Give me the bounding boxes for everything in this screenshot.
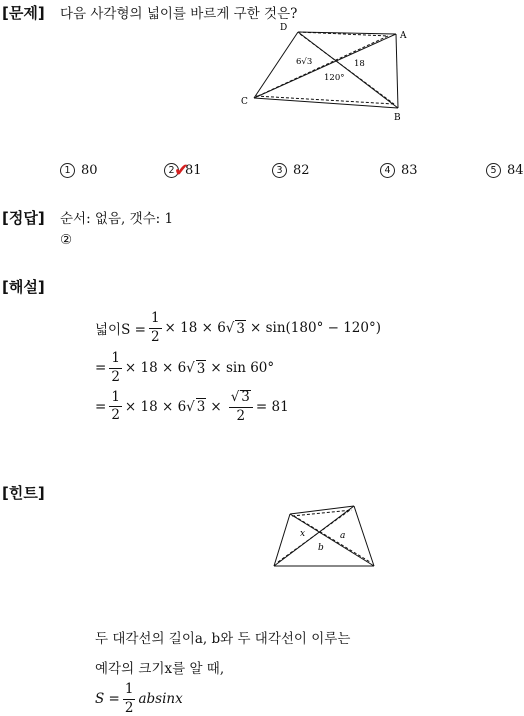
- line1-suffix: × sin(180° − 120°): [250, 320, 382, 336]
- option-number-1: 1: [60, 163, 75, 178]
- problem-question: 다음 사각형의 넓이를 바르게 구한 것은?: [60, 6, 298, 22]
- radical-icon: √: [225, 320, 235, 336]
- line2-suffix: × sin 60°: [210, 360, 275, 376]
- formula-prefix: S =: [95, 691, 120, 707]
- option-4[interactable]: [380, 163, 418, 178]
- sqrt-3: 3: [196, 360, 206, 377]
- explanation-label: [해설]: [2, 278, 45, 296]
- option-value-5: 84: [507, 163, 524, 178]
- vertex-d: D: [280, 23, 288, 33]
- hint-line-1: 두 대각선의 길이a, b와 두 대각선이 이루는: [95, 631, 351, 647]
- hint-formula: [95, 683, 183, 715]
- fraction-half: $\frac{1}{2}$: [111, 388, 120, 423]
- line2-times: × 18 × 6: [124, 360, 187, 376]
- hint-line-2: 예각의 크기x를 알 때,: [95, 661, 225, 677]
- sqrt-3: 3: [236, 320, 245, 337]
- fraction-half: $\frac{1}{2}$: [150, 310, 160, 345]
- option-number-2: 2: [164, 163, 179, 178]
- option-value-4: 83: [401, 163, 418, 178]
- hint-diagonal-a: a: [340, 531, 346, 541]
- radical-icon: √: [186, 398, 195, 415]
- option-number-3: 3: [272, 163, 287, 178]
- option-number-4: 4: [380, 163, 395, 178]
- angle-120: 120°: [324, 73, 345, 83]
- hint-quadrilateral-figure: [270, 502, 380, 572]
- answer-order-count: 순서: 없음, 갯수: 1: [60, 211, 174, 227]
- answer-value: ②: [60, 232, 73, 248]
- option-3[interactable]: [272, 163, 310, 178]
- fraction-root3-over-2: $\frac{√ 3}{2}$: [229, 390, 253, 423]
- hint-diagonal-b: b: [318, 543, 324, 553]
- hint-label: [힌트]: [2, 484, 45, 502]
- answer-label: [정답]: [2, 209, 45, 227]
- explanation-line-3: [95, 390, 289, 423]
- line3-prefix: =: [95, 398, 107, 415]
- length-18: 18: [354, 59, 365, 69]
- fraction-half: $\frac{1}{2}$: [111, 350, 120, 385]
- result: = 81: [255, 398, 289, 415]
- hint-angle-x: x: [300, 529, 306, 539]
- line3-times: × 18 × 6: [124, 398, 187, 415]
- option-5[interactable]: [486, 163, 524, 178]
- check-mark-icon: ✔: [174, 160, 190, 181]
- formula-suffix: absinx: [138, 691, 183, 707]
- line2-prefix: =: [95, 360, 107, 376]
- option-value-1: 80: [81, 163, 98, 178]
- explanation-line-1: [95, 312, 381, 344]
- quadrilateral-figure: [238, 18, 418, 126]
- option-number-5: 5: [486, 163, 501, 178]
- fraction-half: $\frac{1}{2}$: [124, 681, 134, 716]
- option-1[interactable]: [60, 163, 98, 178]
- line1-times: × 18 × 6: [164, 320, 226, 336]
- problem-label: [문제]: [2, 4, 45, 22]
- vertex-c: C: [241, 97, 248, 107]
- vertex-a: A: [400, 31, 407, 41]
- vertex-b: B: [394, 113, 401, 123]
- explanation-line-2: [95, 352, 274, 384]
- times-symbol: ×: [210, 398, 222, 415]
- sqrt-3: 3: [196, 399, 206, 415]
- option-value-3: 82: [293, 163, 310, 178]
- option-value-2: 81: [185, 163, 202, 178]
- radical-icon: √: [186, 360, 195, 376]
- length-6root3: 6√3: [296, 57, 313, 67]
- line1-prefix: 넓이S =: [95, 322, 146, 338]
